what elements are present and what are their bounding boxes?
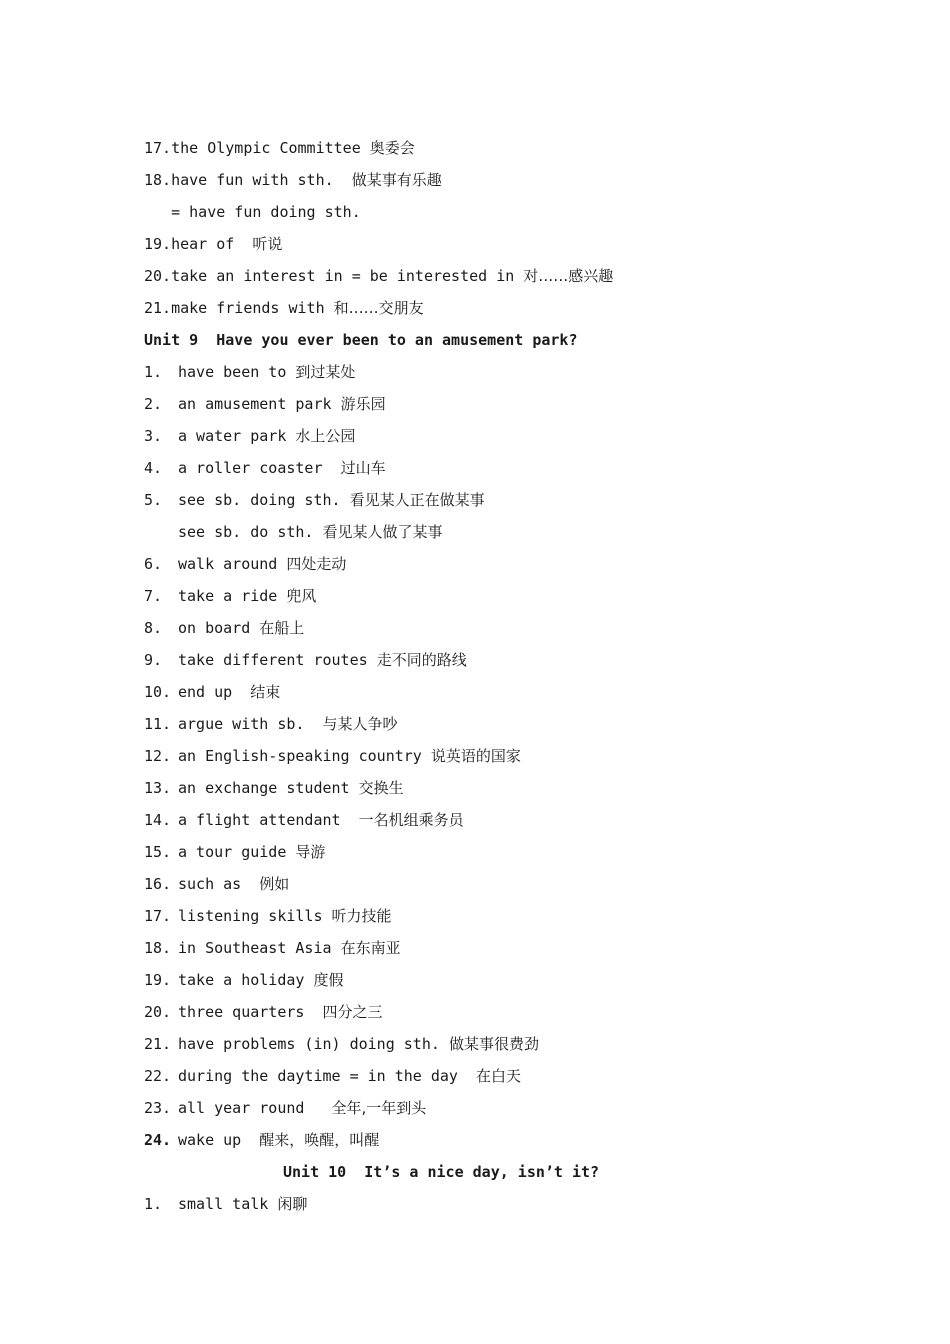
list-item [144, 1192, 307, 1216]
list-item [144, 936, 401, 960]
item-gloss: 在东南亚 [340, 939, 401, 957]
item-gloss: 在白天 [476, 1067, 522, 1085]
item-number: 16. [144, 875, 172, 893]
item-term: see sb. do sth. [178, 523, 323, 541]
item-term: a flight attendant [178, 811, 359, 829]
item-term: have problems (in) doing sth. [178, 1035, 449, 1053]
item-term: hear of [171, 235, 253, 253]
list-item [144, 904, 392, 928]
item-term: see sb. doing sth. [178, 491, 350, 509]
item-number: 11. [144, 715, 172, 733]
list-item [144, 1128, 379, 1152]
item-term: during the daytime = in the day [178, 1067, 477, 1085]
item-term: small talk [178, 1195, 278, 1213]
item-number: 19. [144, 235, 172, 253]
item-gloss: 过山车 [340, 459, 386, 477]
item-number: 4. [144, 459, 163, 477]
item-gloss: 走不同的路线 [376, 651, 467, 669]
item-term: such as [178, 875, 260, 893]
list-item [144, 968, 343, 992]
item-number: 6. [144, 555, 163, 573]
list-item [144, 424, 355, 448]
item-number: 1. [144, 363, 163, 381]
item-term: have fun with sth. [171, 171, 352, 189]
item-number: 1. [144, 1195, 163, 1213]
item-gloss: 到过某处 [295, 363, 356, 381]
item-term: a tour guide [178, 843, 296, 861]
list-item [144, 744, 521, 768]
list-item [144, 232, 282, 256]
list-item [144, 584, 316, 608]
list-item [144, 392, 386, 416]
item-number: 7. [144, 587, 163, 605]
item-number: 2. [144, 395, 163, 413]
item-gloss: 游乐园 [340, 395, 386, 413]
list-item [144, 488, 485, 512]
item-term: make friends with [171, 299, 334, 317]
list-item [144, 872, 289, 896]
list-item [144, 808, 464, 832]
item-gloss: 做某事有乐趣 [351, 171, 442, 189]
list-item [144, 1096, 426, 1120]
item-number: 20. [144, 267, 172, 285]
list-item [144, 776, 404, 800]
item-gloss: 做某事很费劲 [448, 1035, 539, 1053]
list-item [144, 712, 398, 736]
item-term: on board [178, 619, 260, 637]
item-gloss: 全年,一年到头 [331, 1099, 427, 1117]
list-item [144, 648, 467, 672]
item-number: 18. [144, 171, 172, 189]
item-number: 14. [144, 811, 172, 829]
list-item [144, 360, 355, 384]
item-gloss: 醒来，唤醒，叫醒 [259, 1131, 380, 1149]
item-term: the Olympic Committee [171, 139, 370, 157]
list-item [144, 456, 386, 480]
item-number: 24. [144, 1131, 172, 1149]
item-gloss: 四分之三 [322, 1003, 383, 1021]
item-gloss: 一名机组乘务员 [358, 811, 464, 829]
item-gloss: 看见某人正在做某事 [349, 491, 485, 509]
list-item [144, 616, 304, 640]
item-term: end up [178, 683, 251, 701]
item-number: 21. [144, 299, 172, 317]
list-item [144, 1032, 539, 1056]
item-term: argue with sb. [178, 715, 323, 733]
item-gloss: 度假 [313, 971, 344, 989]
item-number: 12. [144, 747, 172, 765]
item-term: a water park [178, 427, 296, 445]
item-number: 22. [144, 1067, 172, 1085]
item-gloss: 奥委会 [369, 139, 415, 157]
item-number: 20. [144, 1003, 172, 1021]
item-gloss: 说英语的国家 [430, 747, 521, 765]
item-term: an amusement park [178, 395, 341, 413]
item-term: wake up [178, 1131, 260, 1149]
item-term: an exchange student [178, 779, 359, 797]
item-term: take different routes [178, 651, 377, 669]
item-gloss: 闲聊 [277, 1195, 308, 1213]
item-term: an English-speaking country [178, 747, 431, 765]
item-term: take a ride [178, 587, 287, 605]
list-item [144, 552, 346, 576]
list-item [144, 168, 442, 192]
list-item [144, 264, 613, 288]
item-gloss: 导游 [295, 843, 326, 861]
item-number: 23. [144, 1099, 172, 1117]
item-gloss: 四处走动 [286, 555, 347, 573]
item-gloss: 听力技能 [331, 907, 392, 925]
item-term: three quarters [178, 1003, 323, 1021]
item-term: walk around [178, 555, 287, 573]
item-gloss: 交换生 [358, 779, 404, 797]
item-number: 17. [144, 139, 172, 157]
item-term: take a holiday [178, 971, 314, 989]
item-number: 3. [144, 427, 163, 445]
list-item [144, 1000, 383, 1024]
item-gloss: 例如 [259, 875, 290, 893]
item-term: take an interest in = be interested in [171, 267, 524, 285]
list-item [144, 840, 325, 864]
item-number: 9. [144, 651, 163, 669]
item-gloss: 对……感兴趣 [523, 267, 614, 285]
list-item [144, 1064, 521, 1088]
list-item [144, 520, 443, 544]
item-term: = have fun doing sth. [144, 203, 361, 221]
item-number: 10. [144, 683, 172, 701]
item-gloss: 听说 [252, 235, 283, 253]
item-number: 15. [144, 843, 172, 861]
item-number: 13. [144, 779, 172, 797]
item-term: have been to [178, 363, 296, 381]
item-gloss: 兜风 [286, 587, 317, 605]
item-number: 19. [144, 971, 172, 989]
item-gloss: 与某人争吵 [322, 715, 398, 733]
item-number: 17. [144, 907, 172, 925]
unit-heading: Unit 9 Have you ever been to an amusement park? [144, 331, 578, 349]
list-item [144, 136, 415, 160]
unit-heading: Unit 10 It’s a nice day, isn’t it? [283, 1163, 600, 1181]
item-number: 8. [144, 619, 163, 637]
item-number: 18. [144, 939, 172, 957]
list-item [144, 296, 424, 320]
item-term: listening skills [178, 907, 332, 925]
item-gloss: 水上公园 [295, 427, 356, 445]
item-term: all year round [178, 1099, 332, 1117]
item-number: 5. [144, 491, 163, 509]
list-item [144, 680, 280, 704]
item-gloss: 和……交朋友 [333, 299, 424, 317]
item-number: 21. [144, 1035, 172, 1053]
item-term: a roller coaster [178, 459, 341, 477]
item-term: in Southeast Asia [178, 939, 341, 957]
item-gloss: 结束 [250, 683, 281, 701]
item-gloss: 看见某人做了某事 [322, 523, 443, 541]
item-gloss: 在船上 [259, 619, 305, 637]
list-item [144, 200, 361, 224]
